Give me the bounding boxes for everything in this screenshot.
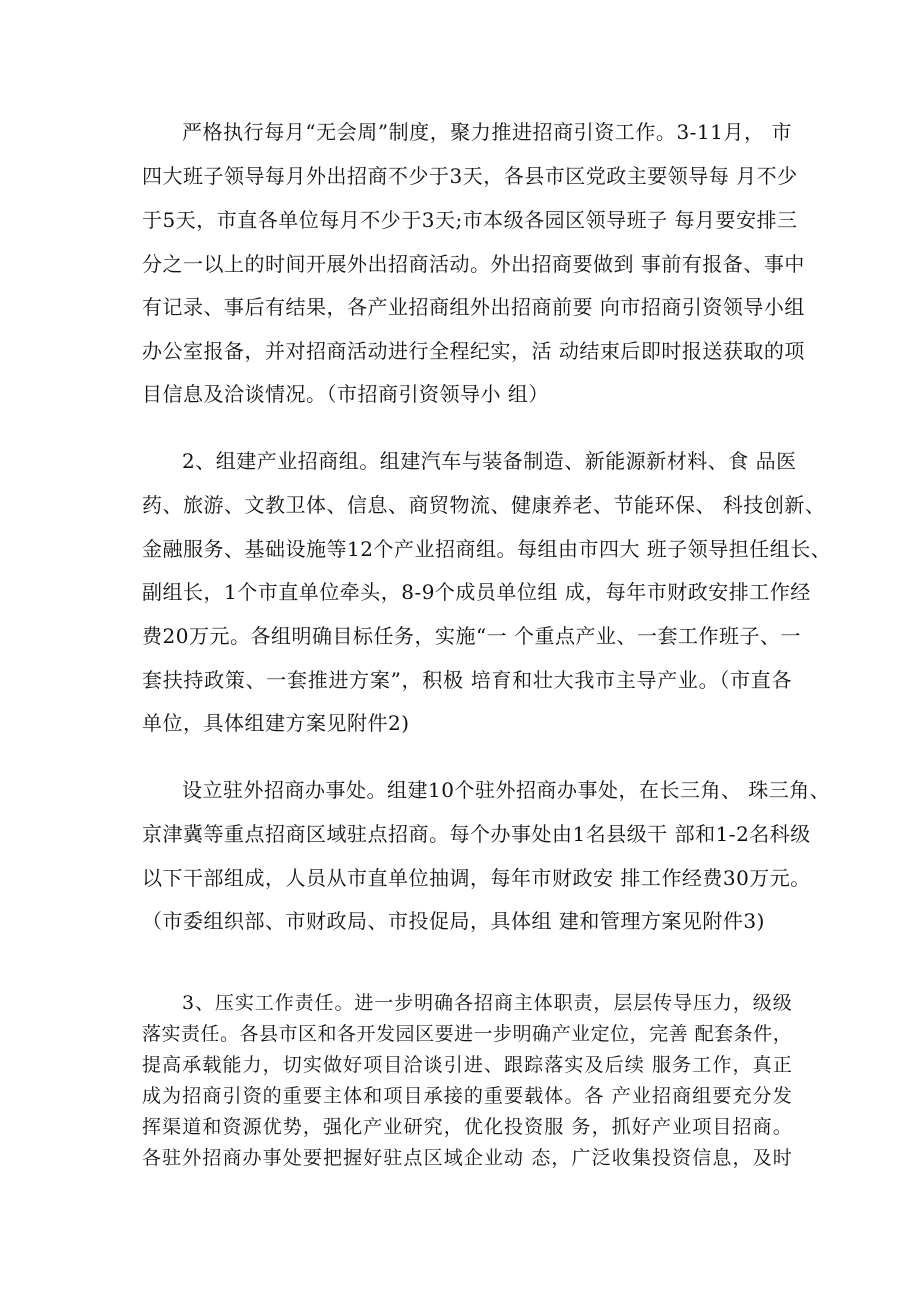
text-line: 2、组建产业招商组。组建汽车与装备制造、新能源新材料、食 品医: [182, 449, 797, 473]
text-line: 以下干部组成，人员从市直单位抽调，每年市财政安 排工作经费30万元。: [142, 866, 811, 890]
text-line: （市委组织部、市财政局、市投促局，具体组 建和管理方案见附件3): [142, 909, 765, 933]
text-line: 有记录、事后有结果，各产业招商组外出招商前要 向市招商引资领导小组: [142, 295, 805, 319]
text-line: 办公室报备，并对招商活动进行全程纪实，活 动结束后即时报送获取的项: [142, 339, 805, 363]
text-line: 严格执行每月“无会周”制度，聚力推进招商引资工作。3-11月， 市: [182, 120, 792, 144]
text-line: 目信息及洽谈情况。（市招商引资领导小 组）: [142, 382, 549, 406]
text-line: 提高承载能力，切实做好项目洽谈引进、跟踪落实及后续 服务工作，真正: [142, 1054, 792, 1076]
text-line: 套扶持政策、一套推进方案”，积极 培育和壮大我市主导产业。（市直各: [142, 668, 792, 692]
text-line: 各驻外招商办事处要把握好驻点区域企业动 态，广泛收集投资信息，及时: [142, 1147, 792, 1169]
text-line: 费20万元。各组明确目标任务，实施“一 个重点产业、一套工作班子、一: [142, 624, 802, 648]
text-line: 副组长，1个市直单位牵头，8-9个成员单位组 成，每年市财政安排工作经: [142, 580, 811, 604]
text-line: 3、压实工作责任。进一步明确各招商主体职责，层层传导压力，级级: [182, 992, 792, 1014]
text-line: 京津冀等重点招商区域驻点招商。每个办事处由1名县级干 部和1-2名科级: [142, 822, 811, 846]
text-line: 落实责任。各县市区和各开发园区要进一步明确产业定位，完善 配套条件，: [142, 1023, 792, 1045]
text-line: 金融服务、基础设施等12个产业招商组。每组由市四大 班子领导担任组长、: [142, 537, 832, 561]
text-line: 挥渠道和资源优势，强化产业研究，优化投资服 务，抓好产业项目招商。: [142, 1116, 792, 1138]
text-line: 设立驻外招商办事处。组建10个驻外招商办事处，在长三角、 珠三角、: [182, 778, 831, 802]
text-line: 单位，具体组建方案见附件2): [142, 711, 410, 735]
text-line: 于5天，市直各单位每月不少于3天;市本级各园区领导班子 每月要安排三: [142, 208, 798, 232]
text-line: 分之一以上的时间开展外出招商活动。外出招商要做到 事前有报备、事中: [142, 252, 805, 276]
text-line: 四大班子领导每月外出招商不少于3天，各县市区党政主要领导每 月不少: [142, 164, 798, 188]
text-line: 成为招商引资的重要主体和项目承接的重要载体。各 产业招商组要充分发: [142, 1085, 792, 1107]
text-line: 药、旅游、文教卫体、信息、商贸物流、健康养老、节能环保、 科技创新、: [142, 493, 826, 517]
